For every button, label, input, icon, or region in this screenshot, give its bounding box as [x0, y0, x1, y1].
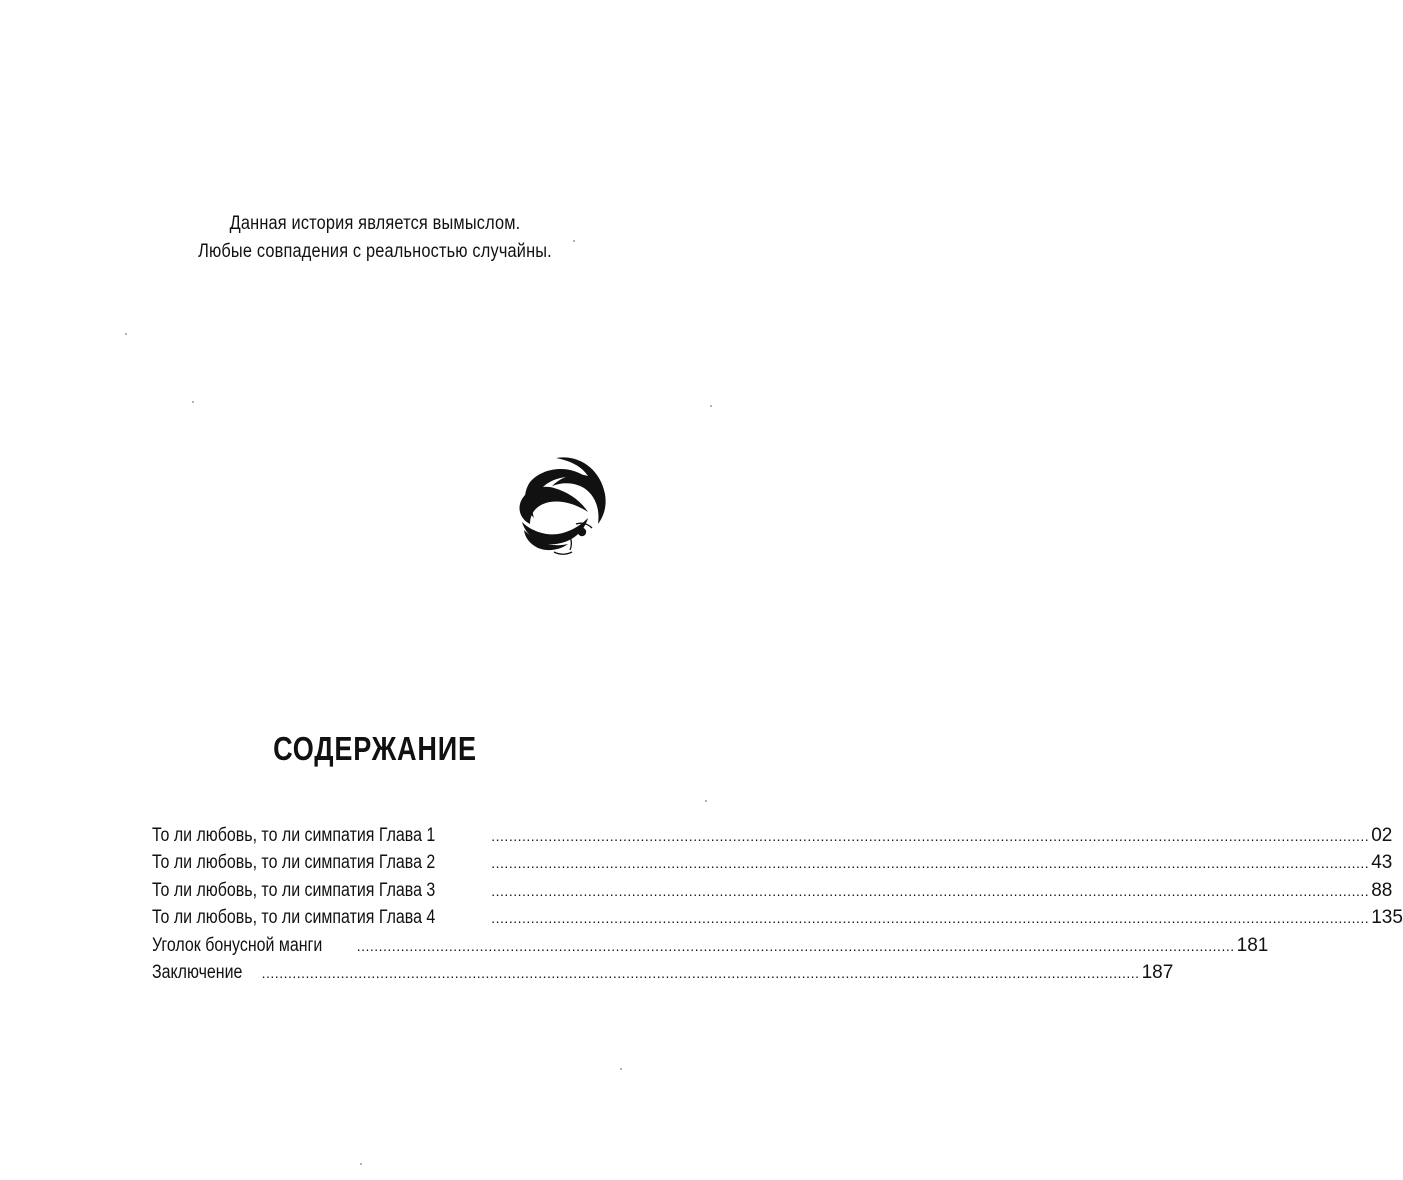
toc-item-page: 181 — [1236, 934, 1269, 956]
toc-leader-dots: ........................................................................................................................................................................................................ — [356, 937, 1235, 954]
toc-item-page: 43 — [1371, 852, 1393, 874]
paper-speck — [360, 1163, 362, 1165]
toc-item-label: Уголок бонусной манги — [152, 934, 323, 956]
toc-leader-dots: ........................................................................................................................................................................................................ — [261, 964, 1140, 981]
toc-leader-dots: ........................................................................................................................................................................................................ — [491, 855, 1370, 872]
paper-speck — [125, 333, 127, 335]
fiction-disclaimer — [53, 210, 698, 266]
toc-title: СОДЕРЖАНИЕ — [273, 730, 477, 767]
toc-item — [152, 877, 1393, 904]
table-of-contents — [152, 822, 1403, 986]
toc-leader-dots: ........................................................................................................................................................................................................ — [491, 882, 1370, 899]
toc-item-label: Заключение — [152, 961, 243, 983]
toc-item-label: То ли любовь, то ли симпатия Глава 2 — [152, 852, 436, 874]
toc-item — [152, 904, 1403, 931]
disclaimer-line-1: Данная история является вымыслом. — [229, 213, 521, 234]
toc-item-label: То ли любовь, то ли симпатия Глава 1 — [152, 825, 436, 846]
disclaimer-line-2: Любые совпадения с реальностью случайны. — [198, 241, 552, 262]
toc-item — [152, 822, 1393, 849]
toc-item-label: То ли любовь, то ли симпатия Глава 3 — [152, 879, 436, 901]
paper-speck — [573, 240, 575, 242]
paper-speck — [192, 401, 194, 403]
paper-speck — [705, 800, 707, 802]
toc-item-page: 135 — [1371, 907, 1403, 929]
toc-item-page: 187 — [1141, 961, 1174, 983]
toc-item-page: 02 — [1371, 825, 1393, 846]
toc-leader-dots: ........................................................................................................................................................................................................ — [491, 910, 1370, 927]
toc-item-label: То ли любовь, то ли симпатия Глава 4 — [152, 907, 436, 929]
toc-item — [152, 932, 1269, 959]
toc-leader-dots: ........................................................................................................................................................................................................ — [491, 828, 1370, 844]
paper-speck — [710, 405, 712, 407]
paper-speck — [620, 1068, 622, 1070]
toc-item — [152, 959, 1174, 986]
toc-item-page: 88 — [1371, 879, 1393, 901]
toc-item — [152, 849, 1393, 876]
publisher-logo-icon — [510, 452, 614, 560]
